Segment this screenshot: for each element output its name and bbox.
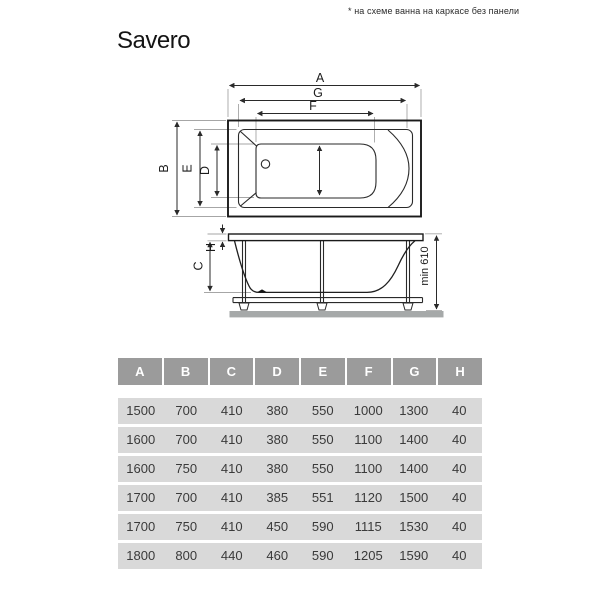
dim-label-H: H — [204, 242, 218, 253]
table-cell: 1300 — [399, 403, 429, 418]
product-title: Savero — [117, 27, 191, 54]
table-cell: 1600 — [126, 432, 156, 447]
table-header-row — [118, 358, 482, 385]
side-view — [192, 225, 444, 318]
table-header-cell: H — [438, 358, 482, 385]
table-cell: 40 — [452, 403, 467, 418]
table-cell: 460 — [266, 548, 289, 563]
frame-legs — [243, 241, 410, 303]
table-header-cell: F — [347, 358, 391, 385]
table-header-cell: E — [301, 358, 345, 385]
dim-label-min-height: min 610 — [419, 246, 431, 286]
table-cell: 750 — [175, 519, 198, 534]
dim-label-A: A — [315, 71, 325, 85]
dim-label-G: G — [313, 86, 323, 100]
table-cell: 380 — [266, 432, 289, 447]
backrest-curve — [388, 130, 409, 208]
table-cell: 40 — [452, 519, 467, 534]
dimension-lines-top-view — [177, 86, 420, 216]
table-header-cell: D — [255, 358, 299, 385]
table-cell: 385 — [266, 490, 289, 505]
table-cell: 1700 — [126, 519, 156, 534]
table-row — [118, 398, 482, 424]
dim-label-B: B — [157, 164, 171, 173]
table-cell: 1500 — [126, 403, 156, 418]
table-cell: 590 — [311, 548, 334, 563]
table-cell: 1400 — [399, 461, 429, 476]
table-cell: 700 — [175, 403, 198, 418]
table-cell: 410 — [220, 461, 243, 476]
table-cell: 1700 — [126, 490, 156, 505]
table-header-cell: A — [118, 358, 162, 385]
table-cell: 380 — [266, 403, 289, 418]
table-cell: 410 — [220, 432, 243, 447]
dim-label-E: E — [180, 164, 195, 173]
drain-hole — [261, 160, 269, 168]
table-body — [118, 398, 482, 569]
table-header-cell: G — [393, 358, 437, 385]
frame-rail — [233, 298, 423, 303]
tub-outer-rim — [228, 121, 421, 217]
top-view — [157, 71, 421, 217]
drain-marker — [257, 289, 267, 292]
table-row — [118, 543, 482, 569]
table-cell: 1590 — [399, 548, 429, 563]
table-row — [118, 514, 482, 540]
table-cell: 1530 — [399, 519, 429, 534]
basin-chamfer-bottom — [241, 193, 257, 207]
table-cell: 1120 — [354, 490, 383, 505]
table-cell: 440 — [220, 548, 243, 563]
table-cell: 410 — [220, 490, 243, 505]
table-cell: 550 — [311, 461, 334, 476]
table-cell: 1400 — [399, 432, 429, 447]
table-cell: 1600 — [126, 461, 156, 476]
table-cell: 700 — [175, 432, 198, 447]
table-row — [118, 456, 482, 482]
table-cell: 40 — [452, 461, 467, 476]
table-cell: 1205 — [353, 548, 383, 563]
table-cell: 410 — [220, 403, 243, 418]
table-header-cell: B — [164, 358, 208, 385]
table-cell: 550 — [311, 432, 334, 447]
table-cell: 380 — [266, 461, 289, 476]
table-cell: 700 — [175, 490, 198, 505]
dim-label-C: C — [191, 261, 206, 271]
ground-line — [230, 311, 444, 317]
table-header-cell: C — [210, 358, 254, 385]
table-row — [118, 427, 482, 453]
table-cell: 40 — [452, 548, 467, 563]
tub-basin — [256, 144, 376, 198]
table-cell: 551 — [311, 490, 334, 505]
footnote: * на схеме ванна на каркасе без панели — [348, 6, 520, 16]
table-cell: 40 — [452, 490, 467, 505]
table-cell: 40 — [452, 432, 467, 447]
table-cell: 1800 — [126, 548, 156, 563]
table-cell: 750 — [175, 461, 198, 476]
table-cell: 1100 — [354, 461, 383, 476]
table-cell: 800 — [175, 548, 198, 563]
table-cell: 1115 — [354, 519, 382, 534]
tub-profile — [235, 241, 416, 293]
frame-feet — [239, 303, 413, 310]
table-cell: 590 — [311, 519, 334, 534]
table-row — [118, 485, 482, 511]
dim-label-D: D — [198, 165, 212, 176]
dimensions-table — [118, 358, 482, 572]
table-cell: 1500 — [399, 490, 429, 505]
extension-lines-top-view — [172, 89, 421, 217]
table-cell: 550 — [311, 403, 334, 418]
table-cell: 1100 — [354, 432, 383, 447]
dim-label-F: F — [309, 99, 317, 113]
tub-rim-profile — [229, 234, 424, 241]
table-cell: 450 — [266, 519, 289, 534]
table-cell: 1000 — [353, 403, 383, 418]
table-cell: 410 — [220, 519, 243, 534]
